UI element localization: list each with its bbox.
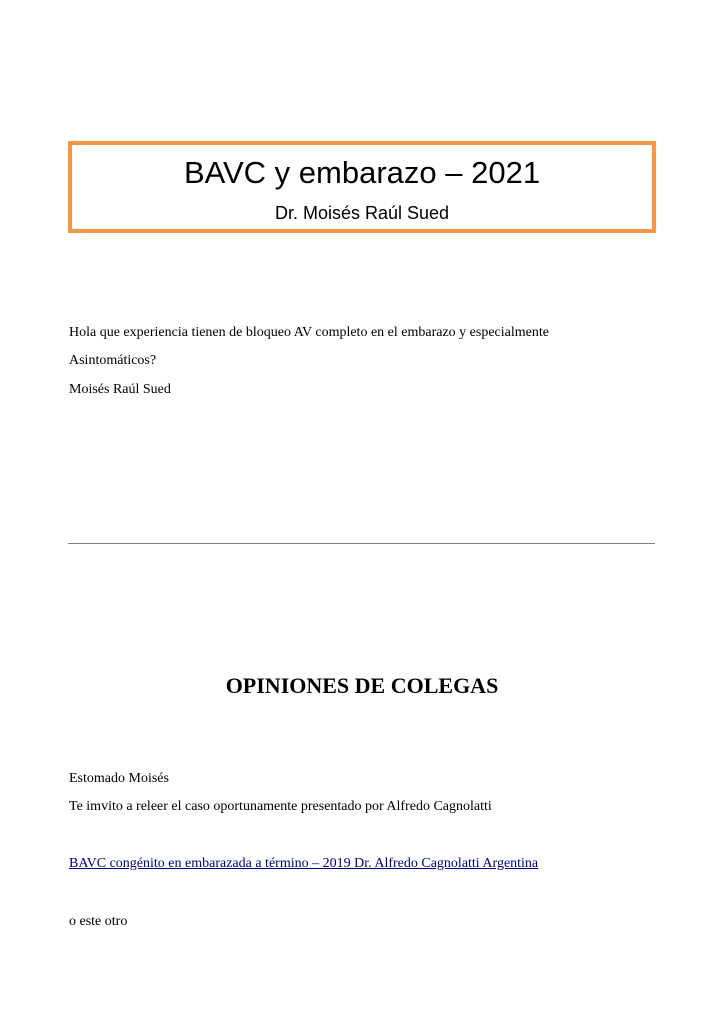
title-box: [68, 141, 656, 233]
reply-other: o este otro: [69, 914, 128, 929]
question-signature: Moisés Raúl Sued: [69, 382, 171, 397]
reply-invite: Te imvito a releer el caso oportunamente presentado por Alfredo Cagnolatti: [69, 799, 492, 814]
question-line-1: Hola que experiencia tienen de bloqueo AV completo en el embarazo y especialmente: [69, 325, 549, 340]
reply-link-line: [69, 855, 538, 873]
case-link[interactable]: BAVC congénito en embarazada a término – 2019 Dr. Alfredo Cagnolatti Argentina: [69, 856, 539, 871]
reply-greeting: Estomado Moisés: [69, 771, 169, 786]
document-title: BAVC y embarazo – 2021: [183, 155, 541, 190]
horizontal-divider: [68, 543, 655, 544]
document-author: Dr. Moisés Raúl Sued: [274, 203, 450, 223]
question-line-2: Asintomáticos?: [69, 353, 157, 368]
section-heading: OPINIONES DE COLEGAS: [225, 673, 499, 698]
